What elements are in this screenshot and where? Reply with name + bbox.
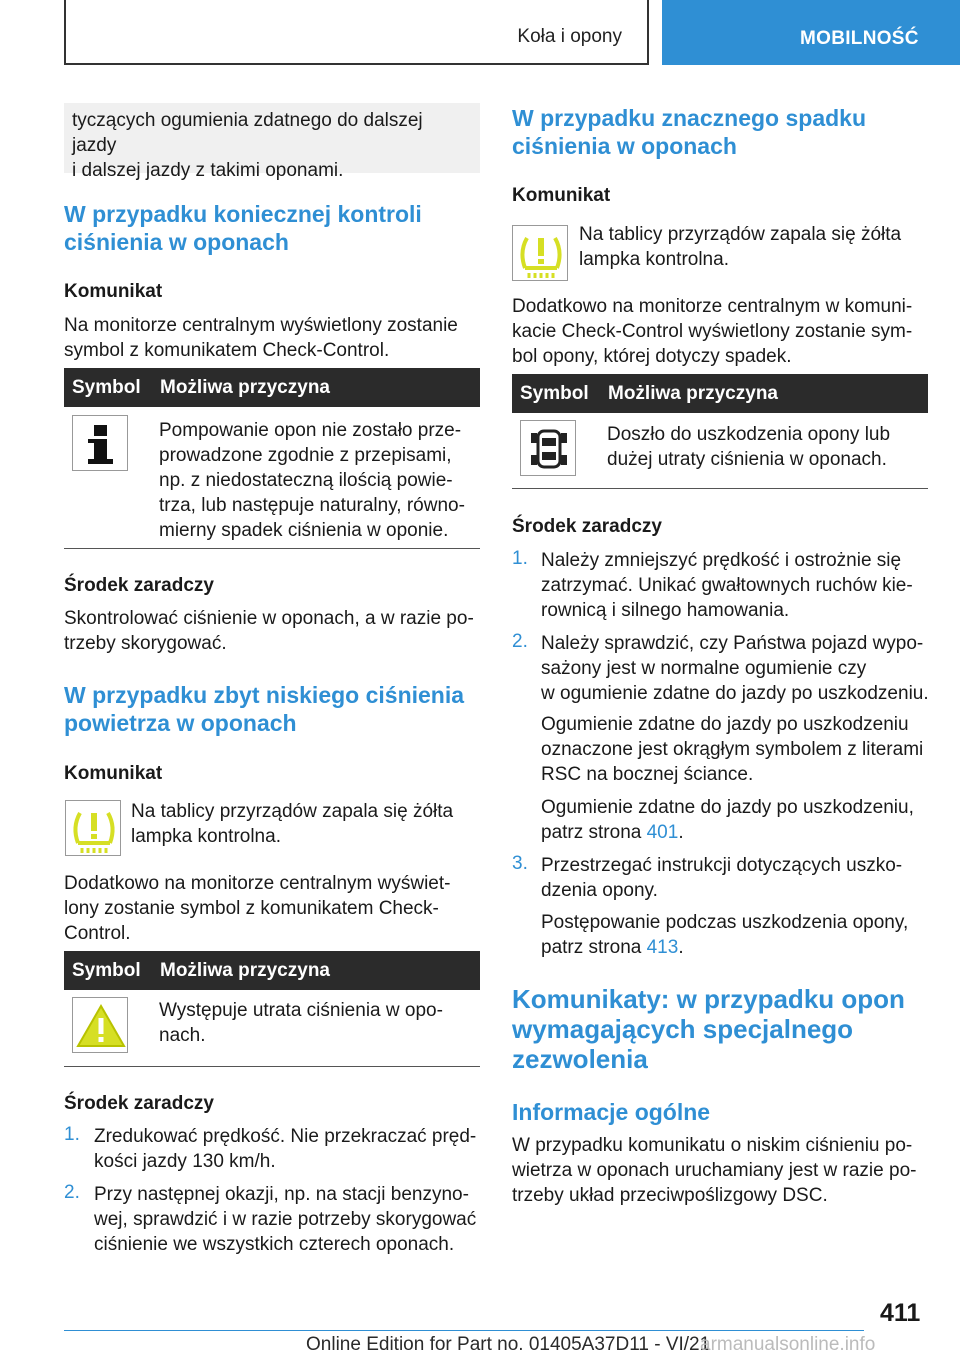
col-symbol-header: Symbol: [72, 377, 141, 398]
table-divider: [512, 488, 928, 489]
text-line: Przy następnej okazji, np. na stacji benzyno-: [94, 1184, 469, 1205]
table-cell-cause: [159, 998, 480, 1048]
info-icon: [72, 415, 128, 471]
text-fragment: .: [678, 822, 684, 843]
footer-divider: [64, 1330, 864, 1331]
heading-line: Komunikaty: w przypadku opon: [512, 984, 905, 1014]
table-divider: [64, 548, 480, 549]
message-text: [64, 871, 480, 946]
text-line: sażony jest w normalne ogumienie czy: [541, 658, 867, 679]
text-line: RSC na bocznej ściance.: [541, 764, 754, 785]
heading-line: powietrza w oponach: [64, 710, 297, 736]
section-heading-major-drop: [512, 104, 866, 160]
heading-line: wymagających specjalnego: [512, 1014, 854, 1044]
intro-line: tyczących ogumienia zdatnego do dalszej jazdy: [72, 110, 423, 156]
step-number: 1.: [64, 1124, 80, 1145]
cross-reference-line: [541, 935, 928, 960]
komunikat-label: Komunikat: [64, 763, 163, 784]
text-line: Dodatkowo na monitorze centralnym w komuni-: [512, 296, 913, 317]
heading-line: ciśnienia w oponach: [64, 229, 289, 255]
remedy-label: Środek zaradczy: [64, 575, 214, 596]
message-text: [64, 313, 480, 363]
text-line: symbol z komunikatem Check-Control.: [64, 340, 390, 361]
footer-edition: Online Edition for Part no. 01405A37D11 - VI/21: [306, 1334, 711, 1355]
text-line: np. z niedostateczną ilością powie-: [159, 470, 453, 491]
general-info-text: [512, 1133, 928, 1208]
text-line: rownicą i silnego hamowania.: [541, 600, 790, 621]
text-line: kacie Check-Control wyświetlony zostanie sym-: [512, 321, 913, 342]
col-symbol-header: Symbol: [520, 383, 589, 404]
text-fragment: patrz strona: [541, 937, 647, 958]
text-line: kości jazdy 130 km/h.: [94, 1151, 276, 1172]
col-cause-header: Możliwa przyczyna: [608, 383, 778, 404]
list-item-paragraph: [541, 712, 928, 787]
text-line: trza, lub następuje naturalny, równo-: [159, 495, 465, 516]
text-line: nach.: [159, 1025, 206, 1046]
text-line: dużej utraty ciśnienia w oponach.: [607, 449, 887, 470]
text-line: Na tablicy przyrządów zapala się żółta: [131, 801, 454, 822]
text-line: Na monitorze centralnym wyświetlony zostanie: [64, 315, 458, 336]
text-line: wietrza w oponach uruchamiany jest w razie po-: [512, 1160, 917, 1181]
list-item-paragraph: [541, 795, 928, 845]
komunikat-label: Komunikat: [64, 281, 163, 302]
header-section-title: Koła i opony: [517, 26, 622, 47]
text-line: Skontrolować ciśnienie w oponach, a w razie po-: [64, 608, 474, 629]
list-item: [94, 1182, 480, 1257]
list-item: [541, 853, 928, 903]
warning-triangle-icon: [72, 997, 128, 1053]
list-item: [94, 1124, 480, 1174]
page-link-413[interactable]: 413: [646, 937, 679, 958]
list-item: [541, 631, 931, 706]
remedy-text: [64, 606, 480, 656]
text-line: oznaczone jest okrągłym symbolem z literami: [541, 739, 924, 760]
text-line: Należy zmniejszyć prędkość i ostrożnie się: [541, 550, 902, 571]
cross-reference-line: [541, 820, 928, 845]
text-fragment: .: [678, 937, 684, 958]
table-cell-cause: [159, 418, 480, 543]
remedy-label: Środek zaradczy: [512, 516, 662, 537]
remedy-label: Środek zaradczy: [64, 1093, 214, 1114]
header-section-box: [64, 0, 649, 65]
subsection-heading-general-info: Informacje ogólne: [512, 1099, 711, 1125]
text-line: trzeby skorygować.: [64, 633, 227, 654]
step-number: 1.: [512, 548, 528, 569]
header-chapter-title: MOBILNOŚĆ: [800, 28, 919, 49]
intro-line: i dalszej jazdy z takimi oponami.: [72, 160, 344, 181]
text-line: zatrzymać. Unikać gwałtownych ruchów kie-: [541, 575, 913, 596]
text-line: lampka kontrolna.: [131, 826, 281, 847]
step-number: 2.: [512, 631, 528, 652]
text-line: mierny spadek ciśnienia w oponie.: [159, 520, 449, 541]
heading-line: W przypadku koniecznej kontroli: [64, 201, 422, 227]
text-line: lony zostanie symbol z komunikatem Check-: [64, 898, 439, 919]
text-line: Ogumienie zdatne do jazdy po uszkodzeniu,: [541, 797, 914, 818]
text-line: Należy sprawdzić, czy Państwa pojazd wypo-: [541, 633, 924, 654]
text-line: Ogumienie zdatne do jazdy po uszkodzeniu: [541, 714, 909, 735]
col-symbol-header: Symbol: [72, 960, 141, 981]
text-line: Doszło do uszkodzenia opony lub: [607, 424, 891, 445]
step-number: 3.: [512, 853, 528, 874]
text-line: Występuje utrata ciśnienia w opo-: [159, 1000, 443, 1021]
text-line: ciśnienie we wszystkich czterech oponach.: [94, 1234, 455, 1255]
tire-pressure-warning-icon: [65, 800, 121, 856]
step-number: 2.: [64, 1182, 80, 1203]
text-line: prowadzone zgodnie z przepisami,: [159, 445, 452, 466]
text-line: Zredukować prędkość. Nie przekraczać pręd-: [94, 1126, 477, 1147]
text-line: Dodatkowo na monitorze centralnym wyświet-: [64, 873, 451, 894]
col-cause-header: Możliwa przyczyna: [160, 377, 330, 398]
heading-line: W przypadku znacznego spadku: [512, 105, 866, 131]
text-line: Pompowanie opon nie zostało prze-: [159, 420, 462, 441]
tire-pressure-warning-icon: [512, 225, 568, 281]
text-fragment: patrz strona: [541, 822, 647, 843]
page-number: 411: [880, 1299, 921, 1327]
table-cell-cause: [607, 422, 928, 472]
text-line: Control.: [64, 923, 131, 944]
col-cause-header: Możliwa przyczyna: [160, 960, 330, 981]
text-line: Na tablicy przyrządów zapala się żółta: [579, 224, 902, 245]
text-line: w ogumienie zdatne do jazdy po uszkodzeniu.: [541, 683, 929, 704]
text-line: wej, sprawdzić i w razie potrzeby skorygować: [94, 1209, 477, 1230]
table-header: [64, 368, 480, 407]
komunikat-label: Komunikat: [512, 185, 611, 206]
text-line: Przestrzegać instrukcji dotyczących uszko-: [541, 855, 903, 876]
section-heading-low-pressure: [64, 681, 464, 737]
table-header: [64, 951, 480, 990]
lamp-text: [131, 799, 480, 849]
text-line: lampka kontrolna.: [579, 249, 729, 270]
section-heading-check-pressure: [64, 200, 422, 256]
text-line: dzenia opony.: [541, 880, 658, 901]
text-line: Postępowanie podczas uszkodzenia opony,: [541, 912, 909, 933]
message-text: [512, 294, 928, 369]
text-line: trzeby układ przeciwpoślizgowy DSC.: [512, 1185, 828, 1206]
table-divider: [64, 1066, 480, 1067]
footer-watermark: armanualsonline.info: [700, 1334, 876, 1355]
list-item: [541, 548, 928, 623]
table-header: [512, 374, 928, 413]
heading-line: W przypadku zbyt niskiego ciśnienia: [64, 682, 465, 708]
text-line: bol opony, której dotyczy spadek.: [512, 346, 792, 367]
lamp-text: [579, 222, 928, 272]
car-tire-damage-icon: [520, 420, 576, 476]
page-link-401[interactable]: 401: [646, 822, 679, 843]
heading-line: zezwolenia: [512, 1044, 648, 1074]
list-item-paragraph: [541, 910, 928, 960]
heading-line: ciśnienia w oponach: [512, 133, 737, 159]
intro-note-box: [64, 103, 480, 181]
section-heading-special-tyres: [512, 984, 905, 1074]
text-line: W przypadku komunikatu o niskim ciśnieniu po-: [512, 1135, 913, 1156]
